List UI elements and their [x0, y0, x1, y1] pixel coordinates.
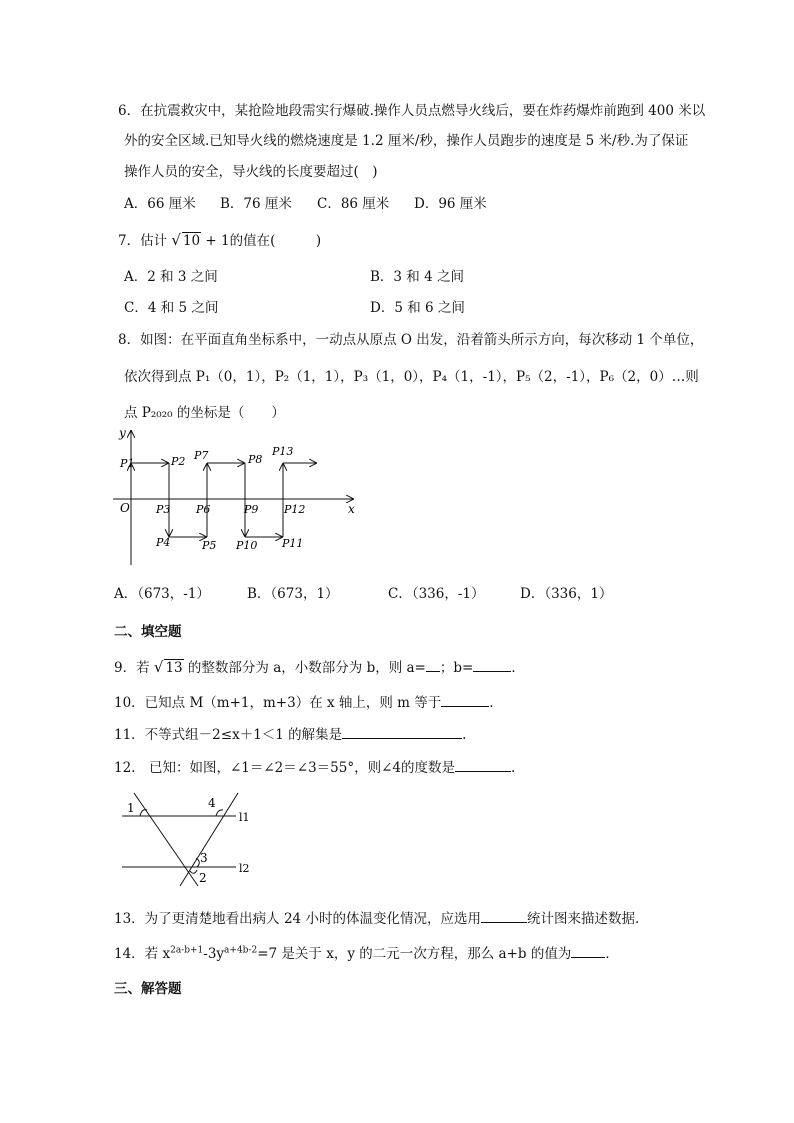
q8-option-a: A．（673，-1）	[114, 586, 210, 602]
q6-line2: 外的安全区域.已知导火线的燃烧速度是 1.2 厘米/秒，操作人员跑步的速度是 5 米/秒.为了保证	[124, 133, 689, 149]
label-p9: P9	[244, 503, 259, 516]
q7-option-d: D．5 和 6 之间	[370, 300, 465, 316]
label-p10: P10	[236, 539, 258, 552]
q8-line2: 依次得到点 P₁（0，1），P₂（1，1），P₃（1，0），P₄（1，-1），P₅（2，-1），P₆（2，0）…则	[124, 369, 699, 385]
q11-text: 11．不等式组－2≤x＋1＜1 的解集是	[114, 727, 343, 743]
q12-end: .	[511, 760, 516, 776]
q14-end: ．	[605, 946, 619, 962]
line-l2-label: l2	[239, 862, 250, 875]
q14-suffix: =7 是关于 x，y 的二元一次方程，那么 a+b 的值为	[257, 946, 572, 962]
section-title-solve: 三、解答题	[114, 981, 182, 997]
q13-text: 13．为了更清楚地看出病人 24 小时的体温变化情况，应选用	[114, 911, 481, 927]
q6-option-a: A．66 厘米	[124, 196, 196, 212]
label-p7: P7	[194, 449, 209, 462]
q11-blank[interactable]	[342, 724, 462, 739]
q14-exp2: a+4b-2	[224, 945, 258, 956]
q9-radicand: 13	[165, 660, 183, 676]
sqrt-icon: √	[171, 231, 181, 249]
q12-blank[interactable]	[455, 757, 511, 772]
label-p1: P1	[120, 457, 135, 470]
q14-exp1: 2a-b+1	[170, 945, 204, 956]
angle-3-label: 3	[200, 851, 208, 865]
q9-mid: ；b=	[439, 660, 474, 676]
q13-end: 统计图来描述数据．	[526, 911, 649, 927]
q7-option-a: A．2 和 3 之间	[124, 269, 218, 285]
q8-line3: 点 P₂₀₂₀ 的坐标是（ ）	[124, 405, 285, 421]
angle-4-label: 4	[208, 796, 216, 810]
q11-end: .	[462, 727, 467, 743]
line-l1-label: l1	[239, 811, 250, 824]
q9-blank-b[interactable]	[473, 657, 511, 672]
q9-prefix: 9．若	[114, 660, 154, 676]
q6-line1: 6．在抗震救灾中，某抢险地段需实行爆破.操作人员点燃导火线后，要在炸药爆炸前跑到 400 米以	[118, 103, 706, 119]
q14-prefix: 14．若 x	[114, 946, 171, 962]
q6-option-b: B．76 厘米	[220, 196, 292, 212]
q11-stem	[114, 724, 466, 745]
label-p4: P4	[156, 536, 171, 549]
angle-1-label: 1	[127, 801, 135, 815]
q13-stem	[114, 908, 648, 929]
q13-blank[interactable]	[481, 908, 527, 923]
q7-option-b: B．3 和 4 之间	[370, 269, 464, 285]
q10-stem	[114, 692, 494, 713]
q7-suffix: + 1的值在( )	[201, 233, 322, 249]
q14-blank[interactable]	[571, 943, 605, 958]
q9-end: ．	[511, 660, 525, 676]
q14-stem	[114, 943, 619, 964]
label-p5: P5	[202, 539, 217, 552]
y-axis-label: y	[119, 426, 126, 440]
q9-suffix: 的整数部分为 a，小数部分为 b，则 a=	[183, 660, 426, 676]
q8-option-b: B．（673，1）	[247, 586, 339, 602]
q8-line1: 8．如图：在平面直角坐标系中，一动点从原点 O 出发，沿着箭头所示方向，每次移动 1 个单位，	[118, 332, 704, 348]
q7-option-c: C．4 和 5 之间	[124, 300, 219, 316]
q8-option-d: D．（336，1）	[520, 586, 613, 602]
q7-prefix: 7．估计	[118, 233, 172, 249]
q8-option-c: C．（336，-1）	[388, 586, 485, 602]
q12-angle-figure	[120, 790, 270, 890]
label-p8: P8	[248, 453, 263, 466]
label-p12: P12	[284, 503, 306, 516]
q12-text: 12. 已知：如图，∠1＝∠2＝∠3＝55°，则∠4的度数是	[114, 760, 455, 776]
label-p13: P13	[272, 445, 294, 458]
label-p2: P2	[171, 455, 186, 468]
q7-radicand: 10	[182, 233, 201, 249]
q7-stem	[118, 230, 321, 251]
q9-stem	[114, 657, 525, 678]
q14-mid: -3y	[203, 946, 225, 962]
q10-text: 10．已知点 M（m+1，m+3）在 x 轴上，则 m 等于	[114, 695, 442, 711]
q12-stem	[114, 757, 515, 778]
x-axis-label: x	[348, 502, 355, 516]
q6-option-d: D．96 厘米	[414, 196, 487, 212]
q8-coordinate-figure	[108, 425, 368, 575]
q6-option-c: C．86 厘米	[317, 196, 390, 212]
q9-blank-a[interactable]	[426, 657, 440, 672]
label-p11: P11	[282, 537, 304, 550]
sqrt-icon: √	[153, 658, 164, 676]
q6-line3: 操作人员的安全，导火线的长度要超过( )	[124, 164, 378, 180]
label-p6: P6	[196, 503, 211, 516]
q10-blank[interactable]	[441, 692, 489, 707]
angle-2-label: 2	[199, 871, 207, 885]
q10-end: .	[489, 695, 494, 711]
label-p3: P3	[156, 503, 171, 516]
origin-label: O	[120, 501, 130, 515]
section-title-fill-blank: 二、填空题	[114, 624, 182, 640]
